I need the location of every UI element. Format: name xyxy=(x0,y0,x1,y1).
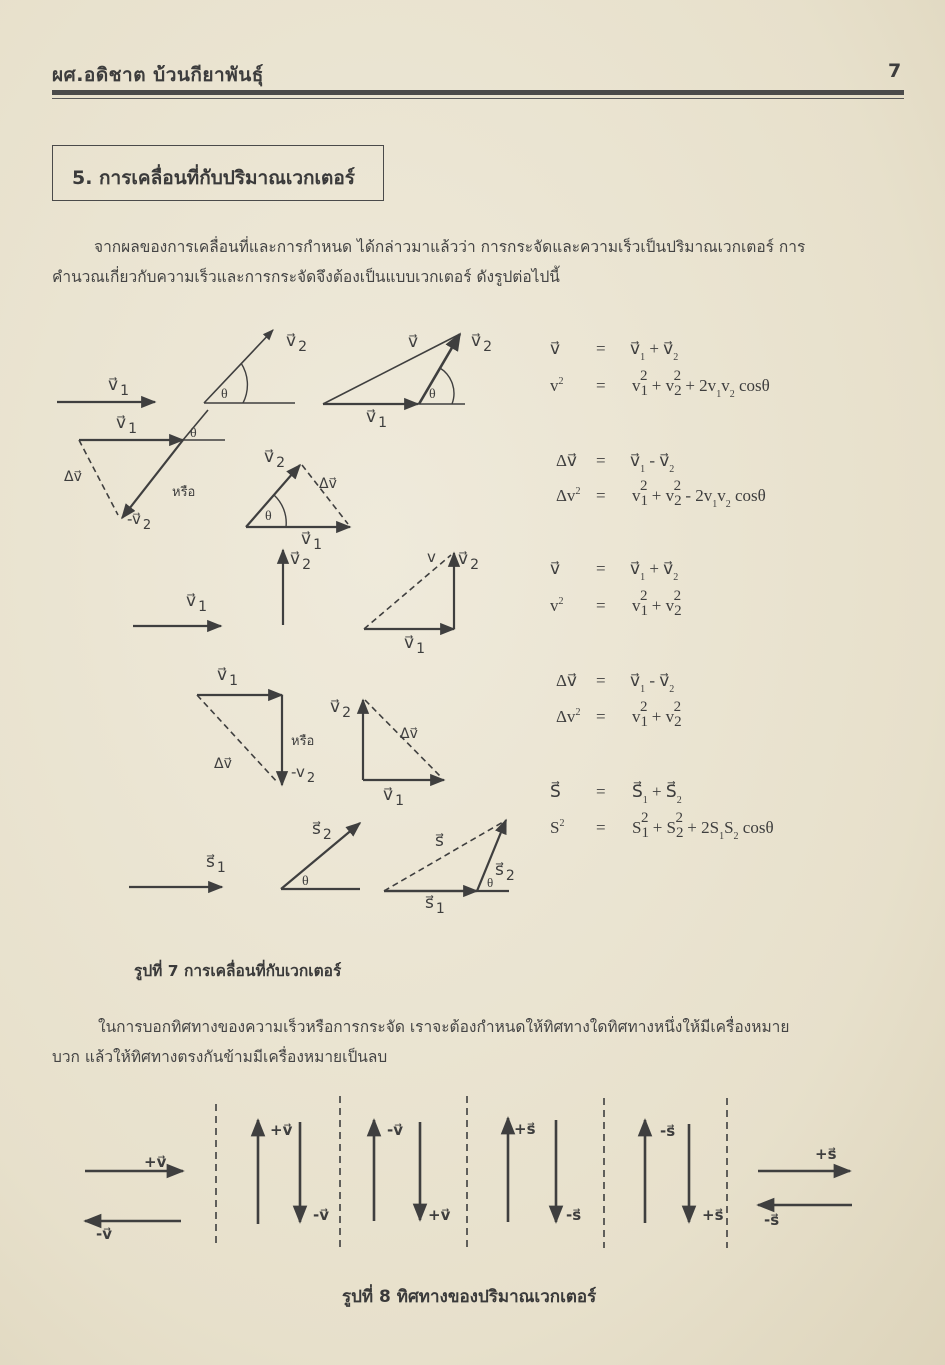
svg-text:Δv⃗: Δv⃗ xyxy=(214,756,232,772)
svg-text:v⃗1: v⃗ $_1$ xyxy=(404,633,425,657)
svg-text:v2: $v^2$ xyxy=(550,376,564,395)
svg-text:=: = xyxy=(596,376,606,395)
svg-text:Δv⃗: Δv⃗ xyxy=(556,671,577,690)
svg-text:Δv2: $\Delta v^2$ xyxy=(556,486,581,505)
equation-4 xyxy=(556,478,766,510)
svg-text:v12 + v22 - 2v1v2 cosθ: $v12 + v22 - 2v_1v_2$ cosθ xyxy=(632,478,766,510)
svg-text:θ: θ xyxy=(487,875,494,890)
svg-text:v2: $v^2$ xyxy=(550,596,564,615)
svg-text:S⃗1 + S⃗2: $S⃗_1$ + $S⃗_2$ xyxy=(632,782,682,806)
svg-text:Δv⃗: Δv⃗ xyxy=(319,476,337,492)
svg-text:s⃗2: s⃗ $_2$ xyxy=(495,860,515,884)
section-title: 5. การเคลื่อนที่กับปริมาณเวกเตอร์ xyxy=(72,167,355,189)
svg-text:v⃗1: v⃗ $_1$ xyxy=(217,665,238,689)
svg-text:s⃗: s⃗ xyxy=(435,831,444,851)
svg-text:+v⃗: +v⃗ xyxy=(428,1206,451,1224)
svg-text:v⃗: v⃗ xyxy=(550,559,561,578)
svg-text:v⃗2: v⃗ $_2$ xyxy=(471,331,492,355)
svg-text:+s⃗: +s⃗ xyxy=(702,1206,724,1224)
direction-line-2: บวก แล้วให้ทิศทางตรงกันข้ามมีเครื่องหมายเป็นลบ xyxy=(52,1048,388,1066)
svg-text:Δv⃗: Δv⃗ xyxy=(400,726,418,742)
label-or: หรือ xyxy=(172,485,196,500)
svg-text:v⃗1 - v⃗2: $v⃗_1$ - $v⃗_2$ xyxy=(630,451,675,475)
figure8-caption: รูปที่ 8 ทิศทางของปริมาณเวกเตอร์ xyxy=(342,1287,597,1307)
svg-text:-v2: -v 2 xyxy=(291,763,316,786)
svg-text:v12 + v22: v12 + v22 xyxy=(632,588,682,619)
svg-text:-v⃗: -v⃗ xyxy=(313,1206,330,1224)
svg-text:v12 + v22 + 2v1v2 cosθ: $v12 + v22 + 2v_1v_2$ cosθ xyxy=(632,368,770,400)
svg-text:-v⃗2: -v⃗ 2 xyxy=(127,510,152,533)
svg-text:S12 + S22 + 2S1S2 cosθ: $S12 + S22 + 2S_1S_2$ cosθ xyxy=(632,810,774,842)
svg-text:s⃗1: s⃗ $_1$ xyxy=(425,893,445,917)
svg-text:S2: $S^2$ xyxy=(550,818,565,837)
svg-text:θ: θ xyxy=(265,509,272,524)
svg-text:v: v xyxy=(427,548,436,566)
equation-6 xyxy=(550,588,682,619)
svg-text:-v⃗: -v⃗ xyxy=(96,1225,113,1243)
direction-paragraph xyxy=(52,1012,907,1072)
equation-2 xyxy=(550,368,770,400)
svg-text:v⃗1: v⃗ $_1$ xyxy=(186,591,207,615)
svg-text:=: = xyxy=(596,559,606,578)
svg-text:Δv⃗: Δv⃗ xyxy=(64,469,82,485)
svg-text:-s⃗: -s⃗ xyxy=(764,1211,780,1229)
direction-line-1: ในการบอกทิศทางของความเร็วหรือการกระจัด เราจะต้องกำหนดให้ทิศทางใดทิศทางหนึ่งให้มีเครื่องหมาย xyxy=(98,1018,790,1036)
svg-text:v⃗1: v⃗ $_1$ xyxy=(366,407,387,431)
svg-text:v⃗1: v⃗ $_1$ xyxy=(383,785,404,809)
svg-text:+v⃗: +v⃗ xyxy=(270,1121,293,1139)
svg-text:=: = xyxy=(596,671,606,690)
svg-text:Δv2: $\Delta v^2$ xyxy=(556,707,581,726)
svg-text:s⃗2: s⃗ $_2$ xyxy=(312,819,332,843)
svg-text:θ: θ xyxy=(190,426,197,441)
svg-text:v⃗1: v⃗ $_1$ xyxy=(116,413,137,437)
intro-line-1: จากผลของการเคลื่อนที่และการกำหนด ได้กล่าวมาแล้วว่า การกระจัดและความเร็วเป็นปริมาณเวกเตอร์ การ xyxy=(94,238,806,256)
svg-text:=: = xyxy=(596,818,606,837)
svg-text:v⃗2: v⃗ $_2$ xyxy=(264,447,285,471)
header-author: ผศ.อดิชาต บ้วนกียาพันธุ์ xyxy=(52,64,264,86)
svg-text:v⃗: v⃗ xyxy=(550,339,561,358)
svg-text:=: = xyxy=(596,486,606,505)
equation-8 xyxy=(556,699,682,730)
equation-10 xyxy=(550,810,774,842)
svg-text:v⃗1 + v⃗2: $v⃗_1$ + $v⃗_2$ xyxy=(630,339,679,363)
svg-text:v⃗2: v⃗ $_2$ xyxy=(458,549,479,573)
svg-text:v⃗2: v⃗ $_2$ xyxy=(290,549,311,573)
svg-text:=: = xyxy=(596,339,606,358)
equation-1 xyxy=(550,339,678,363)
equation-3 xyxy=(556,451,674,475)
svg-text:Δv⃗: Δv⃗ xyxy=(556,451,577,470)
equation-5 xyxy=(550,559,678,583)
svg-text:v⃗2: v⃗ $_2$ xyxy=(286,331,307,355)
equation-9 xyxy=(550,781,682,806)
svg-text:=: = xyxy=(596,782,606,801)
figure7-caption: รูปที่ 7 การเคลื่อนที่กับเวกเตอร์ xyxy=(134,962,342,980)
svg-text:=: = xyxy=(596,707,606,726)
page-number: 7 xyxy=(888,60,902,82)
intro-line-2: คำนวณเกี่ยวกับความเร็วและการกระจัดจึงต้องเป็นแบบเวกเตอร์ ดังรูปต่อไปนี้ xyxy=(52,268,560,286)
svg-text:S⃗: S⃗ xyxy=(550,782,561,801)
svg-text:+v⃗: +v⃗ xyxy=(144,1153,167,1171)
svg-text:+s⃗: +s⃗ xyxy=(815,1145,837,1163)
svg-text:+s⃗: +s⃗ xyxy=(514,1120,536,1138)
equation-7 xyxy=(556,671,674,695)
svg-text:θ: θ xyxy=(429,387,436,402)
svg-text:หรือ: หรือ xyxy=(291,734,315,749)
svg-text:=: = xyxy=(596,451,606,470)
svg-text:θ: θ xyxy=(221,387,228,402)
label-v1: v⃗ $_1$ xyxy=(108,375,129,399)
svg-text:s⃗1: s⃗ $_1$ xyxy=(206,852,226,876)
svg-text:v⃗1: v⃗ $_1$ xyxy=(301,529,322,553)
svg-text:v⃗2: v⃗ $_2$ xyxy=(330,697,351,721)
svg-text:v⃗1 - v⃗2: $v⃗_1$ - $v⃗_2$ xyxy=(630,671,675,695)
svg-text:v12 + v22: v12 + v22 xyxy=(632,699,682,730)
svg-text:-v⃗: -v⃗ xyxy=(387,1121,404,1139)
svg-text:-s⃗: -s⃗ xyxy=(566,1206,582,1224)
figure8-diagrams xyxy=(85,1096,852,1248)
svg-text:-s⃗: -s⃗ xyxy=(660,1122,676,1140)
svg-text:θ: θ xyxy=(302,874,309,889)
svg-text:=: = xyxy=(596,596,606,615)
svg-text:v⃗: v⃗ xyxy=(408,332,419,352)
svg-text:v⃗1 + v⃗2: $v⃗_1$ + $v⃗_2$ xyxy=(630,559,679,583)
